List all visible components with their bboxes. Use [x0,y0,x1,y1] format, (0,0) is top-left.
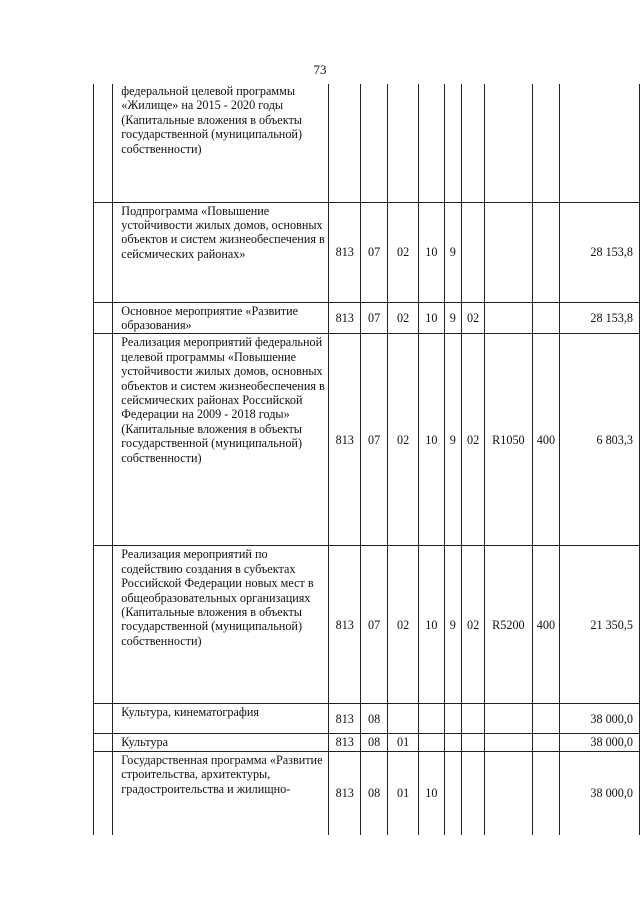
code-cell: 9 [444,546,462,704]
code-cell [419,734,444,751]
amount-cell: 28 153,8 [560,202,640,302]
budget-table [93,84,640,835]
code-cell: 02 [462,546,485,704]
amount-cell: 38 000,0 [560,734,640,751]
code-cell [485,704,533,734]
code-cell: 10 [419,334,444,546]
row-spacer-cell [94,84,113,202]
code-cell [532,704,559,734]
code-cell: 07 [361,546,388,704]
code-cell: 813 [329,734,361,751]
code-cell [532,84,559,202]
code-cell: 10 [419,546,444,704]
code-cell: 813 [329,334,361,546]
row-spacer-cell [94,546,113,704]
table-row [94,84,640,202]
item-name: Культура [113,734,329,751]
row-spacer-cell [94,751,113,835]
code-cell: 813 [329,546,361,704]
code-cell [462,202,485,302]
code-cell: 02 [462,334,485,546]
code-cell: 400 [532,334,559,546]
code-cell [532,734,559,751]
item-name: Основное мероприятие «Развитие образования» [113,302,329,334]
amount-cell: 28 153,8 [560,302,640,334]
row-spacer-cell [94,734,113,751]
table-row [94,302,640,334]
code-cell: 02 [387,302,418,334]
table-row [94,704,640,734]
code-cell: 08 [361,751,388,835]
code-cell [444,704,462,734]
amount-cell: 21 350,5 [560,546,640,704]
code-cell: 813 [329,202,361,302]
amount-cell: 6 803,3 [560,334,640,546]
table-row [94,546,640,704]
code-cell: 10 [419,751,444,835]
row-spacer-cell [94,302,113,334]
code-cell: 08 [361,704,388,734]
code-cell: 9 [444,334,462,546]
code-cell: 07 [361,334,388,546]
code-cell: 813 [329,302,361,334]
code-cell: 9 [444,202,462,302]
code-cell: 02 [387,546,418,704]
code-cell: 07 [361,302,388,334]
code-cell [532,202,559,302]
code-cell [485,202,533,302]
code-cell [485,751,533,835]
code-cell [419,84,444,202]
code-cell: 10 [419,202,444,302]
code-cell: 10 [419,302,444,334]
code-cell: 01 [387,751,418,835]
code-cell [462,84,485,202]
code-cell [444,84,462,202]
row-spacer-cell [94,334,113,546]
code-cell: 02 [387,202,418,302]
code-cell: 07 [361,202,388,302]
code-cell [485,734,533,751]
amount-cell [560,84,640,202]
code-cell [462,734,485,751]
table-row [94,202,640,302]
code-cell [462,704,485,734]
code-cell [532,751,559,835]
code-cell [361,84,388,202]
code-cell: 813 [329,751,361,835]
code-cell: 01 [387,734,418,751]
code-cell [444,734,462,751]
code-cell: R5200 [485,546,533,704]
code-cell: R1050 [485,334,533,546]
table-row [94,334,640,546]
code-cell [387,704,418,734]
page-number: 73 [313,62,327,77]
amount-cell: 38 000,0 [560,751,640,835]
item-name: Культура, кинематография [113,704,329,734]
code-cell [329,84,361,202]
item-name: Государственная программа «Развитие строительства, архитектуры, градостроительства и жилищно- [113,751,329,835]
amount-cell: 38 000,0 [560,704,640,734]
code-cell: 02 [387,334,418,546]
item-name: Подпрограмма «Повышение устойчивости жилых домов, основных объектов и систем жизнеобеспечения в сейсмических районах» [113,202,329,302]
item-name: федеральной целевой программы «Жилище» на 2015 - 2020 годы (Капитальные вложения в объекты государственной (муниципальной) собственности) [113,84,329,202]
item-name: Реализация мероприятий федеральной целевой программы «Повышение устойчивости жилых домов, основных объектов и систем жизнеобеспечения в сейсмических районах Российской Федерации на 2009 - 2018 годы» (Капитальные вложения в объекты государственной (муниципальной) собственности) [113,334,329,546]
code-cell: 02 [462,302,485,334]
code-cell [387,84,418,202]
code-cell [485,302,533,334]
code-cell: 400 [532,546,559,704]
item-name: Реализация мероприятий по содействию создания в субъектах Российской Федерации новых мест в общеобразовательных организациях (Капитальные вложения в объекты государственной (муниципальной) собственности) [113,546,329,704]
table-row [94,751,640,835]
code-cell: 9 [444,302,462,334]
code-cell [419,704,444,734]
row-spacer-cell [94,704,113,734]
row-spacer-cell [94,202,113,302]
code-cell: 813 [329,704,361,734]
code-cell [485,84,533,202]
code-cell: 08 [361,734,388,751]
table-row [94,734,640,751]
code-cell [462,751,485,835]
code-cell [444,751,462,835]
code-cell [532,302,559,334]
